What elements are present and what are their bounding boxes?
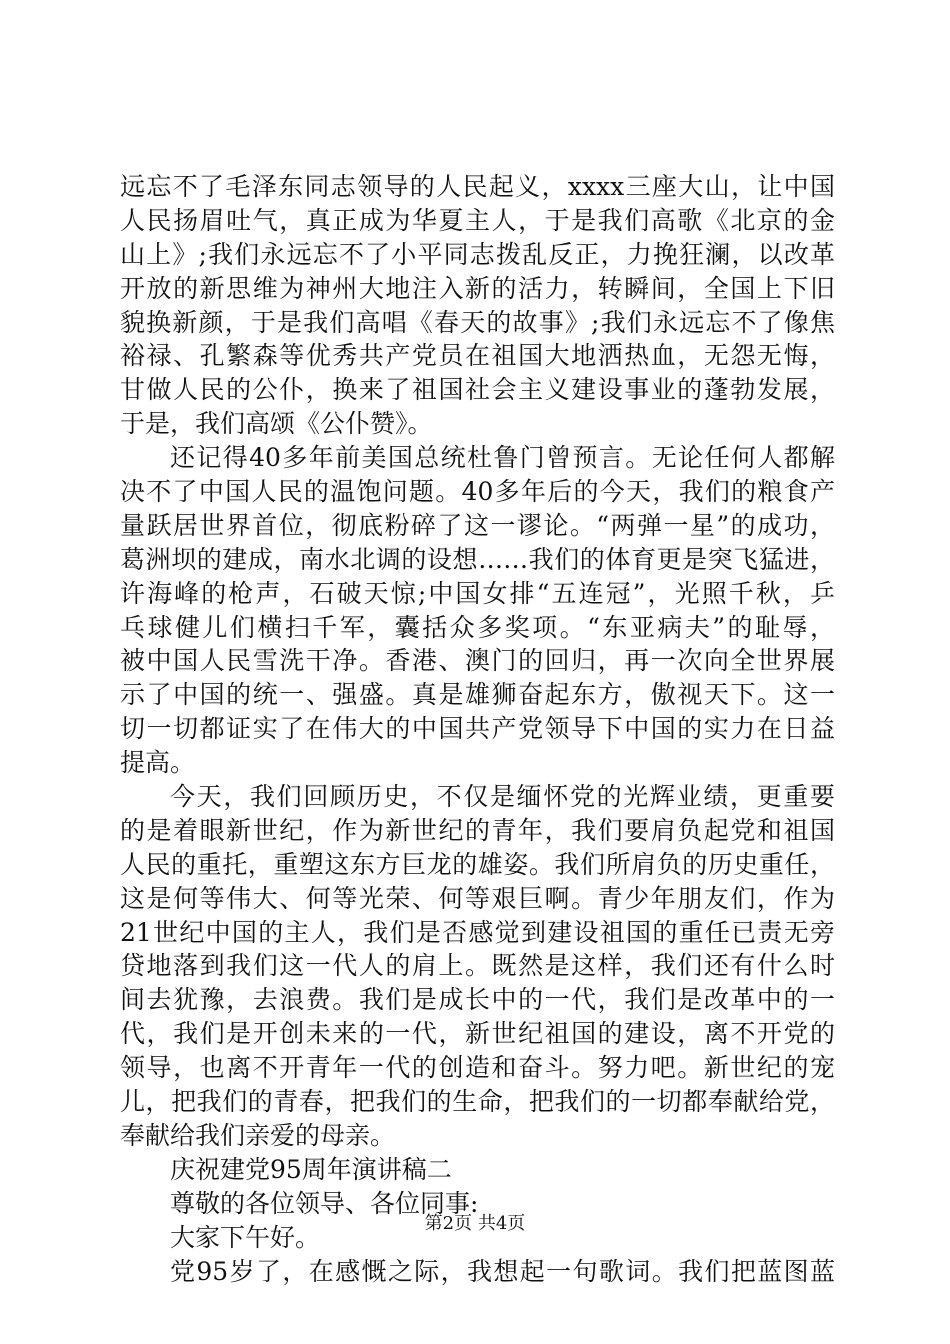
text-line: 领导，也离不开青年一代的创造和奋斗。努力吧。新世纪的宠 [120,1053,835,1083]
text-line: 人民的重托，重塑这东方巨龙的雄姿。我们所肩负的历史重任， [120,849,835,879]
text-line: 貌换新颜，于是我们高唱《春天的故事》;我们永远忘不了像焦 [120,307,835,337]
text-line: 许海峰的枪声，石破天惊;中国女排“五连冠”，光照千秋，乒 [120,578,835,608]
text-line: 决不了中国人民的温饱问题。40多年后的今天，我们的粮食产 [120,477,835,507]
paragraph-start-line: 党95岁了，在感慨之际，我想起一句歌词。我们把蓝图蓝 [170,1256,835,1286]
text-line: 人民扬眉吐气，真正成为华夏主人，于是我们高歌《北京的金 [120,205,835,235]
text-line: 21世纪中国的主人，我们是否感觉到建设祖国的重任已责无旁 [120,917,835,947]
text-line: 提高。 [120,748,196,778]
text-line: 山上》;我们永远忘不了小平同志拨乱反正，力挽狂澜，以改革 [120,239,835,269]
text-line: 切一切都证实了在伟大的中国共产党领导下中国的实力在日益 [120,714,835,744]
text-line: 甘做人民的公仆，换来了祖国社会主义建设事业的蓬勃发展， [120,375,835,405]
text-line: 示了中国的统一、强盛。真是雄狮奋起东方，傲视天下。这一 [120,680,835,710]
text-line: 裕禄、孔繁森等优秀共产党员在祖国大地洒热血，无怨无悔， [120,341,835,371]
page-number-footer: 第2页 共4页 [424,1213,526,1234]
paragraph-start-line: 今天，我们回顾历史，不仅是缅怀党的光辉业绩，更重要 [170,782,835,812]
text-line: 量跃居世界首位，彻底粉碎了这一谬论。“两弹一星”的成功， [120,510,835,540]
text-line: 于是，我们高颂《公仆赞》。 [120,409,433,439]
text-line: 贷地落到我们这一代人的肩上。既然是这样，我们还有什么时 [120,951,835,981]
section-title: 庆祝建党95周年演讲稿二 [170,1154,452,1184]
text-line: 乓球健儿们横扫千军，囊括众多奖项。“东亚病夫”的耻辱， [120,612,835,642]
text-line: 被中国人民雪洗干净。香港、澳门的回归，再一次向全世界展 [120,646,835,676]
text-line: 儿，把我们的青春，把我们的生命，把我们的一切都奉献给党， [120,1087,835,1117]
speech-text [120,170,835,1288]
text-line: 的是着眼新世纪，作为新世纪的青年，我们要肩负起党和祖国 [120,815,835,845]
text-line: 间去犹豫，去浪费。我们是成长中的一代，我们是改革中的一 [120,985,835,1015]
text-line: 葛洲坝的建成，南水北调的设想……我们的体育更是突飞猛进， [120,544,835,574]
paragraph-start-line: 还记得40多年前美国总统杜鲁门曾预言。无论任何人都解 [170,443,835,473]
text-line: 奉献给我们亲爱的母亲。 [120,1120,396,1150]
text-line: 代，我们是开创未来的一代，新世纪祖国的建设，离不开党的 [120,1019,835,1049]
salutation-line: 尊敬的各位领导、各位同事: [170,1188,479,1218]
greeting-line: 大家下午好。 [170,1222,321,1252]
text-line: 开放的新思维为神州大地注入新的活力，转瞬间，全国上下旧 [120,273,835,303]
text-line: 远忘不了毛泽东同志领导的人民起义，xxxx三座大山，让中国 [120,172,835,201]
text-line: 这是何等伟大、何等光荣、何等艰巨啊。青少年朋友们，作为 [120,883,835,913]
